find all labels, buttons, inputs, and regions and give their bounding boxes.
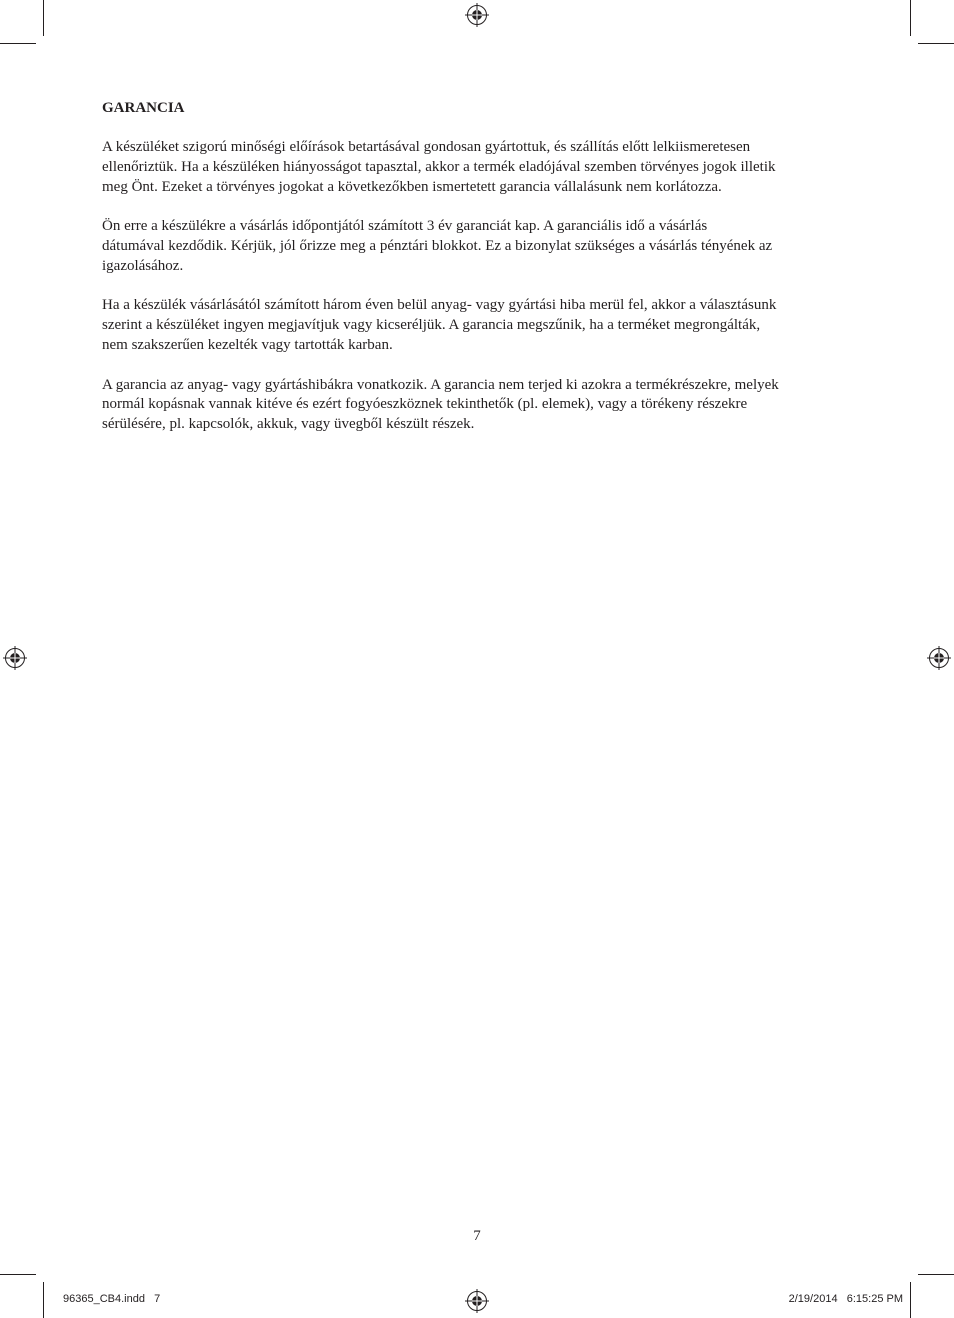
- crop-mark-bottom-right-horizontal: [918, 1274, 954, 1275]
- crop-mark-top-right-vertical: [910, 0, 911, 36]
- warranty-paragraph-quality: A készüléket szigorú minőségi előírások betartásával gondosan gyártottuk, és szállítás előtt lelkiismeretesen ellenőriztük. Ha a készüléken hiányosságot tapasztal, akkor a termék eladójával szemben törvényes jogok illetik meg Önt. Ezeket a törvényes jogokat a következőkben ismertetett garancia vállalásunk nem korlátozza.: [102, 139, 776, 195]
- section-heading: GARANCIA: [102, 100, 185, 116]
- warranty-paragraph-coverage: A garancia az anyag- vagy gyártáshibákra vonatkozik. A garancia nem terjed ki azokra a termékrészekre, melyek normál kopásnak vannak kitéve és ezért fogyóeszköznek tekinthetők (pl. elemek), vagy a törékeny részekre sérülésére, pl. kapcsolók, akkuk, vagy üvegből készült részek.: [102, 376, 779, 433]
- warranty-section: [102, 98, 862, 455]
- page-number: 7: [473, 1228, 481, 1244]
- crop-mark-bottom-right-vertical: [910, 1282, 911, 1318]
- print-slug-timestamp: 2/19/2014 6:15:25 PM: [788, 1293, 903, 1305]
- registration-mark-icon: [927, 646, 951, 670]
- registration-mark-icon: [465, 3, 489, 27]
- crop-mark-bottom-left-vertical: [43, 1282, 44, 1318]
- registration-mark-icon: [3, 646, 27, 670]
- crop-mark-top-right-horizontal: [918, 43, 954, 44]
- warranty-paragraph-repair: Ha a készülék vásárlásától számított három éven belül anyag- vagy gyártási hiba merül fel, akkor a választásunk szerint a készüléket ingyen megjavítjuk vagy kicseréljük. A garancia megszűnik, ha a terméket megrongálták, nem szakszerűen kezelték vagy tartották karban.: [102, 297, 777, 353]
- registration-mark-icon: [465, 1289, 489, 1313]
- print-slug-file-info: 96365_CB4.indd 7: [63, 1293, 161, 1305]
- crop-mark-bottom-left-horizontal: [0, 1274, 36, 1275]
- crop-mark-top-left-vertical: [43, 0, 44, 36]
- crop-mark-top-left-horizontal: [0, 43, 36, 44]
- warranty-paragraph-period: Ön erre a készülékre a vásárlás időpontjától számított 3 év garanciát kap. A garanciális idő a vásárlás dátumával kezdődik. Kérjük, jól őrizze meg a pénztári blokkot. Ez a bizonylat szükséges a vásárlás tényének az igazolásához.: [102, 218, 773, 274]
